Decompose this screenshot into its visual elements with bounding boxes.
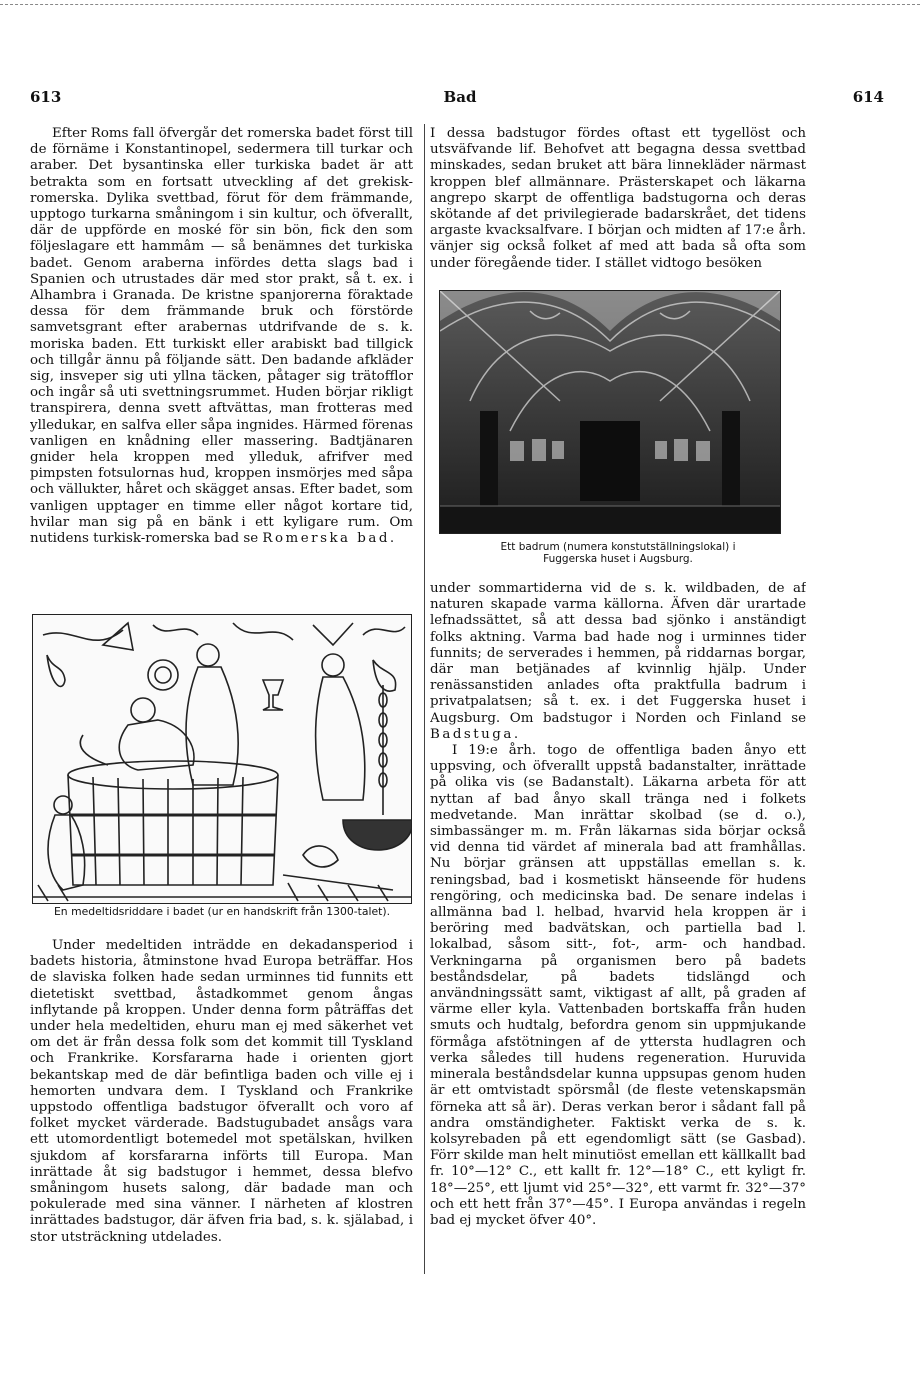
right-column-continued	[430, 581, 806, 1274]
caption-line: Fuggerska huset i Augsburg.	[543, 553, 693, 565]
figure-caption-left: En medeltidsriddare i badet (ur en handskrift från 1300-talet).	[53, 905, 391, 918]
left-column	[30, 126, 413, 614]
cross-reference[interactable]: Romerska bad.	[262, 531, 397, 547]
paragraph-text: Efter Roms fall öfvergår det romerska badet först till de förnäme i Konstantinopel, sedermera till turkar och araber. Det bysantinska eller turkiska badet är att betrakta som en fortsatt utveckling af det grekisk-romerska. Dylika svettbad, förut för dem främmande, upptogo turkarna småningom i sin kultur, och öfverallt, där de uppförde en moské för sin bön, fick den som följeslagare ett hammâm — så benämnes det turkiska badet. Genom araberna infördes detta slags bad i Spanien och utrustades där med stor prakt, så t. ex. i Alhambra i Granada. De kristne spanjorerna föraktade dessa för dem främmande bruk och förstörde samvetsgrant efter arabernas utdrifvande de s. k. moriska baden. Ett turkiskt eller arabiskt bad tillgick och tillgår ännu på följande sätt. Den badande afkläder sig, insveper sig uti yllna täcken, påtager sig trätofflor och ingår så uti svettningsrummet. Huden börjar rikligt transpirera, denna svett aftvättas, man frotteras med ylledukar, en salfva eller såpa ingnides. Härmed förenas vanligen en knådning eller massering. Badtjänaren gnider hela kroppen med ylleduk, afrifver med pimpsten fotsulornas hud, kroppen insmörjes med såpa och vällukter, håret och skägget ansas. Efter badet, som vanligen upptager en timme eller något kortare tid, hvilar man sig på en bänk i ett kyligare rum. Om nutidens turkisk-romerska bad se	[30, 126, 413, 547]
paragraph	[430, 581, 806, 743]
vaulted-room-photo	[440, 291, 780, 533]
page-title: Bad	[443, 88, 477, 106]
medieval-bath-illustration	[32, 614, 412, 904]
left-column-continued	[30, 938, 413, 1274]
paragraph: I 19:e årh. togo de offentliga baden ånyo ett uppsving, och öfverallt uppstå badanstalter, inrättade på olika vis (se Badanstalt). Läkarna arbeta för att nyttan af bad ånyo skall tränga ned i folkets medvetande. Man inrättar skolbad (se d. o.), simbassänger m. m. Från läkarnas sida börjar också vid denna tid värdet af minerala bad att framhållas. Nu börjar gränsen att uppställas emellan s. k. reningsbad, bad i kosmetiskt hänseende för hudens rengöring, och medicinska bad. De senare indelas i allmänna bad l. helbad, hvarvid hela kroppen är i beröring med badvätskan, och partiella bad l. lokalbad, såsom sitt-, fot-, arm- och handbad. Verkningarna på organismen bero på badets beståndsdelar, på badets tidslängd och användningssätt samt, viktigast af allt, på graden af värme eller kyla. Vattenbaden bortskaffa från huden smuts och hudtalg, befordra genom sin uppmjukande förmåga afstötningen af de yttersta hudlagren och verka således till hudens regeneration. Huruvida minerala beståndsdelar kunna uppsupas genom huden är ett omtvistadt spörsmål (de fleste vetenskapsmän förneka att så är). Deras verkan beror i sådant fall på andra omständigheter. Faktiskt verka de s. k. kolsyrebaden på ett egendomligt sätt (se Gasbad). Förr skilde man helt minutiöst emellan ett källkallt bad fr. 10°—12° C., ett kallt fr. 12°—18° C., ett kyligt fr. 18°—25°, ett ljumt vid 25°—32°, ett varmt fr. 32°—37° och ett hett från 37°—45°. I Europa användas i regeln bad ej mycket öfver 40°.	[430, 743, 806, 1228]
column-divider	[424, 124, 425, 1274]
paragraph: I dessa badstugor fördes oftast ett tygellöst och utsväfvande lif. Behofvet att begagna dessa svettbad minskades, sedan bruket att bära linnekläder närmast kroppen blef allmännare. Prästerskapet och läkarna angrepo skarpt de offentliga badstugorna och deras skötande af det privilegierade badarskrået, det tidens argaste kvacksalfvare. I början och midten af 17:e årh. vänjer sig också folket af med att bada så ofta som under föregående tider. I stället vidtogo besöken	[430, 126, 806, 271]
paragraph: Under medeltiden inträdde en dekadansperiod i badets historia, åtminstone hvad Europa beträffar. Hos de slaviska folken hade sedan urminnes tid funnits ett dietetiskt svettbad, åstadkommet genom ångas inflytande på kroppen. Under denna form påträffas det under hela medeltiden, ehuru man ej med säkerhet vet om det är från dessa folk som det kommit till Tyskland och Frankrike. Korsfararna hade i orienten gjort bekantskap med de där befintliga baden och ville ej i hemorten undvara dem. I Tyskland och Frankrike uppstodo offentliga badstugor öfverallt och voro af folket mycket värderade. Badstugubadet ansågs vara ett utomordentligt botemedel mot spetälskan, hvilken sjukdom af korsfararna införts till Europa. Man inrättade åt sig badstugor i hemmet, dessa blefvo småningom husets salong, där badade man och pokulerade med sina vänner. I närheten af klostren inrättades badstugor, där äfven fria bad, s. k. själabad, i stor utsträckning utdelades.	[30, 938, 413, 1245]
top-rule	[0, 4, 920, 5]
caption-line: Ett badrum (numera konstutställningslokal) i	[500, 541, 736, 553]
cross-reference[interactable]: Badstuga.	[430, 726, 521, 742]
fugger-bathroom-photo	[439, 290, 781, 534]
right-column	[430, 126, 806, 288]
figure-caption-right	[430, 541, 806, 565]
page-number-right: 614	[852, 88, 884, 106]
page-number-left: 613	[30, 88, 62, 106]
paragraph-text: under sommartiderna vid de s. k. wildbaden, de af naturen skapade varma källorna. Äfven där urartade lefnadssättet, så att dessa bad sjönko i anständigt folks aktning. Varma bad hade nog i urminnes tider funnits; de serverades i hemmen, på riddarnas borgar, där man betjänades af kvinnlig hjälp. Under renässanstiden anlades ofta praktfulla badrum i privatpalatsen; så t. ex. i det Fuggerska huset i Augsburg. Om badstugor i Norden och Finland se	[430, 581, 806, 726]
woodcut-drawing	[33, 615, 411, 903]
paragraph	[30, 126, 413, 547]
